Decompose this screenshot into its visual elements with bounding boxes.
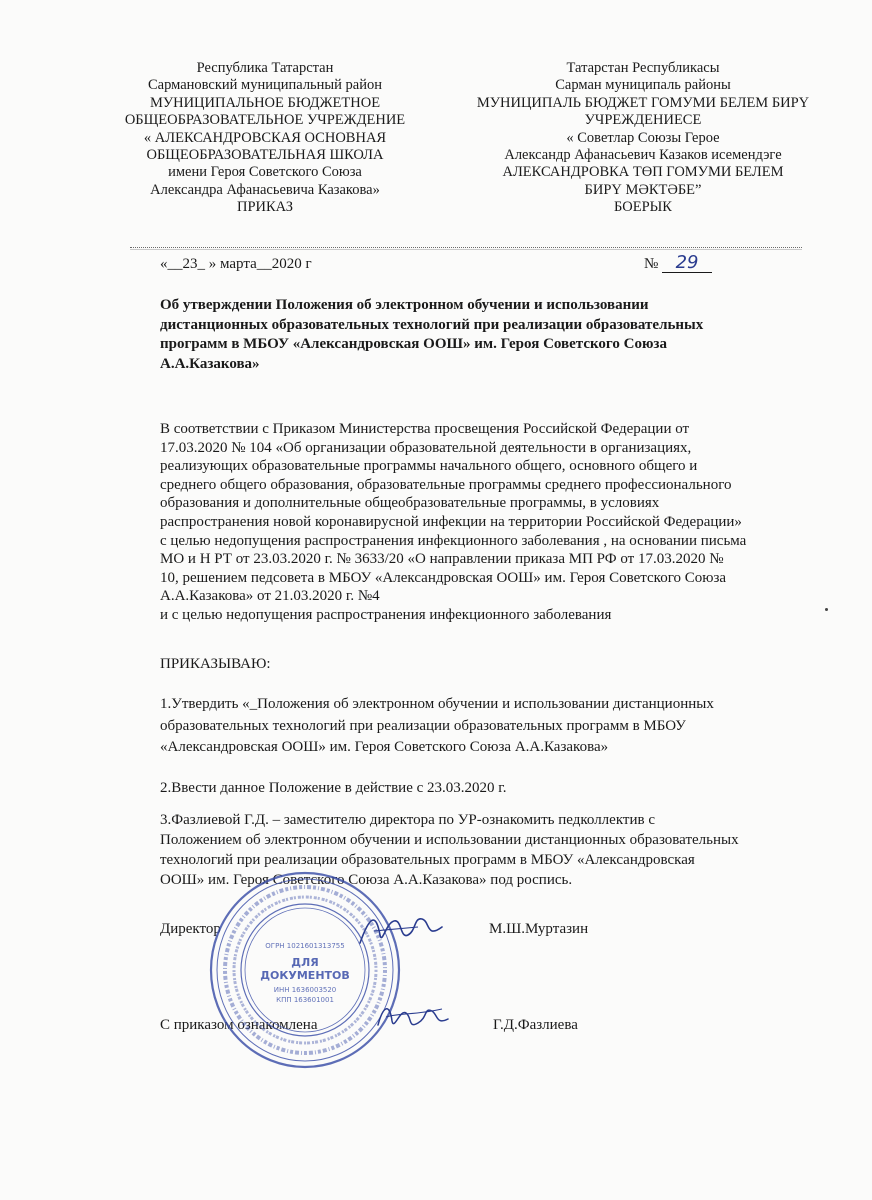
header-line: Александр Афанасьевич Казаков исемендэге: [504, 147, 782, 164]
item-line: 2.Ввести данное Положение в действие с 23.03.2020 г.: [160, 780, 507, 796]
header-line: МУНИЦИПАЛЬНОЕ БЮДЖЕТНОЕ: [149, 94, 381, 111]
item-line: ООШ» им. Героя Советского Союза А.А.Казакова» под роспись.: [160, 872, 573, 888]
order-date: «__23_ » марта__2020 г: [160, 256, 312, 272]
order-number: [644, 254, 712, 273]
order-item-2: [160, 778, 840, 798]
header-tatar: [448, 60, 838, 217]
order-item-1: [160, 694, 840, 759]
header-russian: [100, 60, 430, 217]
order-number-value: 29: [662, 254, 712, 273]
preamble-line: 10, решением педсовета в МБОУ «Александровская ООШ» им. Героя Советского Союза: [160, 569, 727, 586]
stamp-inn: ИНН 1636003520: [273, 986, 337, 994]
header-line: Республика Татарстан: [196, 60, 334, 76]
header-line: Татарстан Республикасы: [566, 60, 720, 76]
header-line: ОБЩЕОБРАЗОВАТЕЛЬНАЯ ШКОЛА: [146, 147, 384, 164]
item-line: 1.Утвердить «_Положения об электронном обучении и использовании дистанционных: [160, 696, 714, 712]
item-line: образовательных технологий при реализации образовательных программ в МБОУ: [160, 717, 686, 734]
preamble-line: образования и дополнительные общеобразовательные программы, в условиях: [160, 495, 660, 512]
preamble-line: А.А.Казакова» от 21.03.2020 г. №4: [160, 588, 380, 605]
official-stamp: [205, 868, 405, 1073]
preamble-line: В соответствии с Приказом Министерства просвещения Российской Федерации от: [160, 421, 690, 437]
header-divider-shadow: [130, 249, 802, 250]
director-name: М.Ш.Муртазин: [489, 921, 589, 937]
preamble-line: реализующих образовательные программы начального общего, основного общего и: [160, 458, 698, 475]
title-line: А.А.Казакова»: [160, 355, 260, 372]
header-line: « Советлар Союзы Герое: [566, 129, 720, 146]
header-line: Сарман муниципаль районы: [555, 77, 731, 94]
stamp-kpp: КПП 163601001: [276, 996, 334, 1004]
header-line: « АЛЕКСАНДРОВСКАЯ ОСНОВНАЯ: [143, 129, 387, 146]
order-number-label: №: [644, 256, 659, 272]
scan-speck: [825, 608, 828, 611]
acquainted-name: Г.Д.Фазлиева: [493, 1017, 578, 1033]
header-line: АЛЕКСАНДРОВКА ТӨП ГОМУМИ БЕЛЕМ: [502, 164, 784, 181]
item-line: «Александровская ООШ» им. Героя Советского Союза А.А.Казакова»: [160, 739, 609, 755]
item-line: технологий при реализации образовательных программ в МБОУ «Александровская: [160, 852, 695, 868]
preamble-line: МО и Н РТ от 23.03.2020 г. № 3633/20 «О направлении приказа МП РФ от 17.03.2020 №: [160, 551, 724, 568]
item-line: Положением об электронном обучении и использовании дистанционных образовательных: [160, 832, 739, 848]
header-line: БИРҮ МӘКТӘБЕ”: [584, 181, 702, 198]
title-line: дистанционных образовательных технологий при реализации образовательных: [160, 316, 704, 333]
director-label: Директор: [160, 921, 221, 937]
stamp-text-main: ДОКУМЕНТОВ: [260, 969, 350, 982]
order-preamble: [160, 420, 840, 625]
stamp-ogrn: ОГРН 1021601313755: [265, 942, 345, 950]
stamp-text-top: ДЛЯ: [291, 956, 319, 969]
header-line: Сармановский муниципальный район: [147, 77, 383, 94]
preamble-line: с целью недопущения распространения инфекционного заболевания , на основании письма: [160, 532, 747, 549]
header-doc-type: БОЕРЫК: [614, 199, 672, 216]
title-line: программ в МБОУ «Александровская ООШ» им. Героя Советского Союза: [160, 336, 667, 352]
header-divider: [130, 247, 802, 248]
header-line: МУНИЦИПАЛЬ БЮДЖЕТ ГОМУМИ БЕЛЕМ БИРҮ: [476, 94, 810, 111]
director-signature: [356, 905, 446, 955]
header-line: имени Героя Советского Союза: [168, 164, 362, 181]
header-line: ОБЩЕОБРАЗОВАТЕЛЬНОЕ УЧРЕЖДЕНИЕ: [124, 112, 406, 129]
preamble-line: распространения новой коронавирусной инфекции на территории Российской Федерации»: [160, 513, 742, 530]
preamble-line: и с целью недопущения распространения инфекционного заболевания: [160, 606, 612, 623]
title-line: Об утверждении Положения об электронном обучении и использовании: [160, 297, 649, 313]
header-doc-type: ПРИКАЗ: [236, 199, 294, 216]
preamble-line: 17.03.2020 № 104 «Об организации образовательной деятельности в организациях,: [160, 439, 692, 456]
item-line: 3.Фазлиевой Г.Д. – заместителю директора по УР-ознакомить педколлектив с: [160, 812, 655, 828]
acquainted-label: С приказом ознакомлена: [160, 1017, 318, 1033]
header-line: УЧРЕЖДЕНИЕСЕ: [584, 112, 702, 129]
acquainted-signature: [372, 995, 452, 1040]
preamble-line: среднего общего образования, образовательные программы среднего профессионального: [160, 476, 732, 493]
header-line: Александра Афанасьевича Казакова»: [150, 181, 380, 198]
order-title: [160, 296, 820, 374]
order-command: ПРИКАЗЫВАЮ:: [160, 656, 271, 672]
